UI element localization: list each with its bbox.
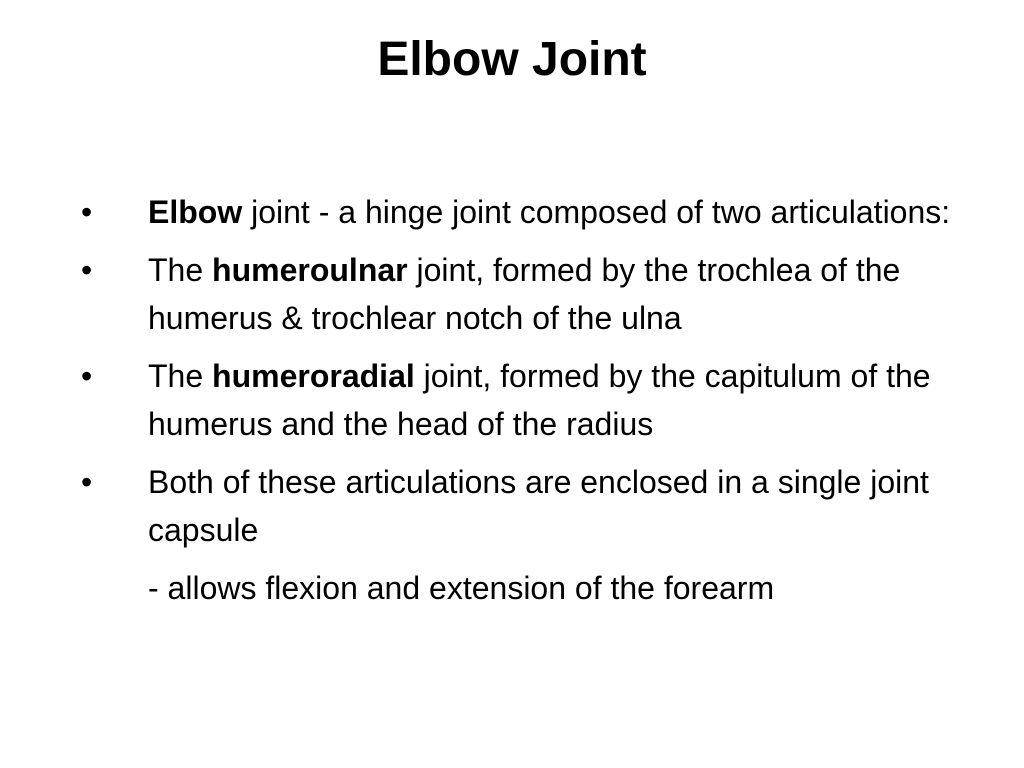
bullet-bold-term: Elbow: [148, 194, 243, 230]
bullet-marker: •: [81, 464, 93, 500]
bullet-marker: •: [81, 252, 93, 288]
bullet-bold-term: humeroulnar: [212, 252, 408, 288]
bullet-text-rest: joint, formed by the capitulum of the humerus and the head of the radius: [148, 358, 931, 442]
slide-title: Elbow Joint: [377, 33, 647, 86]
bullet-text-pre: The: [148, 252, 213, 288]
bullet-item-humeroradial: [0, 352, 1024, 448]
sub-item-flexion: - allows flexion and extension of the forearm: [148, 570, 775, 606]
bullet-text-rest: joint - a hinge joint composed of two articulations:: [242, 194, 951, 230]
bullet-list: [0, 188, 1024, 612]
bullet-marker: •: [81, 358, 93, 394]
bullet-text-rest: Both of these articulations are enclosed in a single joint capsule: [148, 464, 929, 548]
bullet-text-pre: The: [148, 358, 213, 394]
bullet-marker: •: [81, 194, 93, 230]
bullet-text-rest: joint, formed by the trochlea of the humerus & trochlear notch of the ulna: [148, 252, 901, 336]
bullet-item-capsule: [0, 458, 1024, 554]
bullet-item-elbow: [0, 188, 1024, 236]
bullet-bold-term: humeroradial: [212, 358, 415, 394]
bullet-item-humeroulnar: [0, 246, 1024, 342]
